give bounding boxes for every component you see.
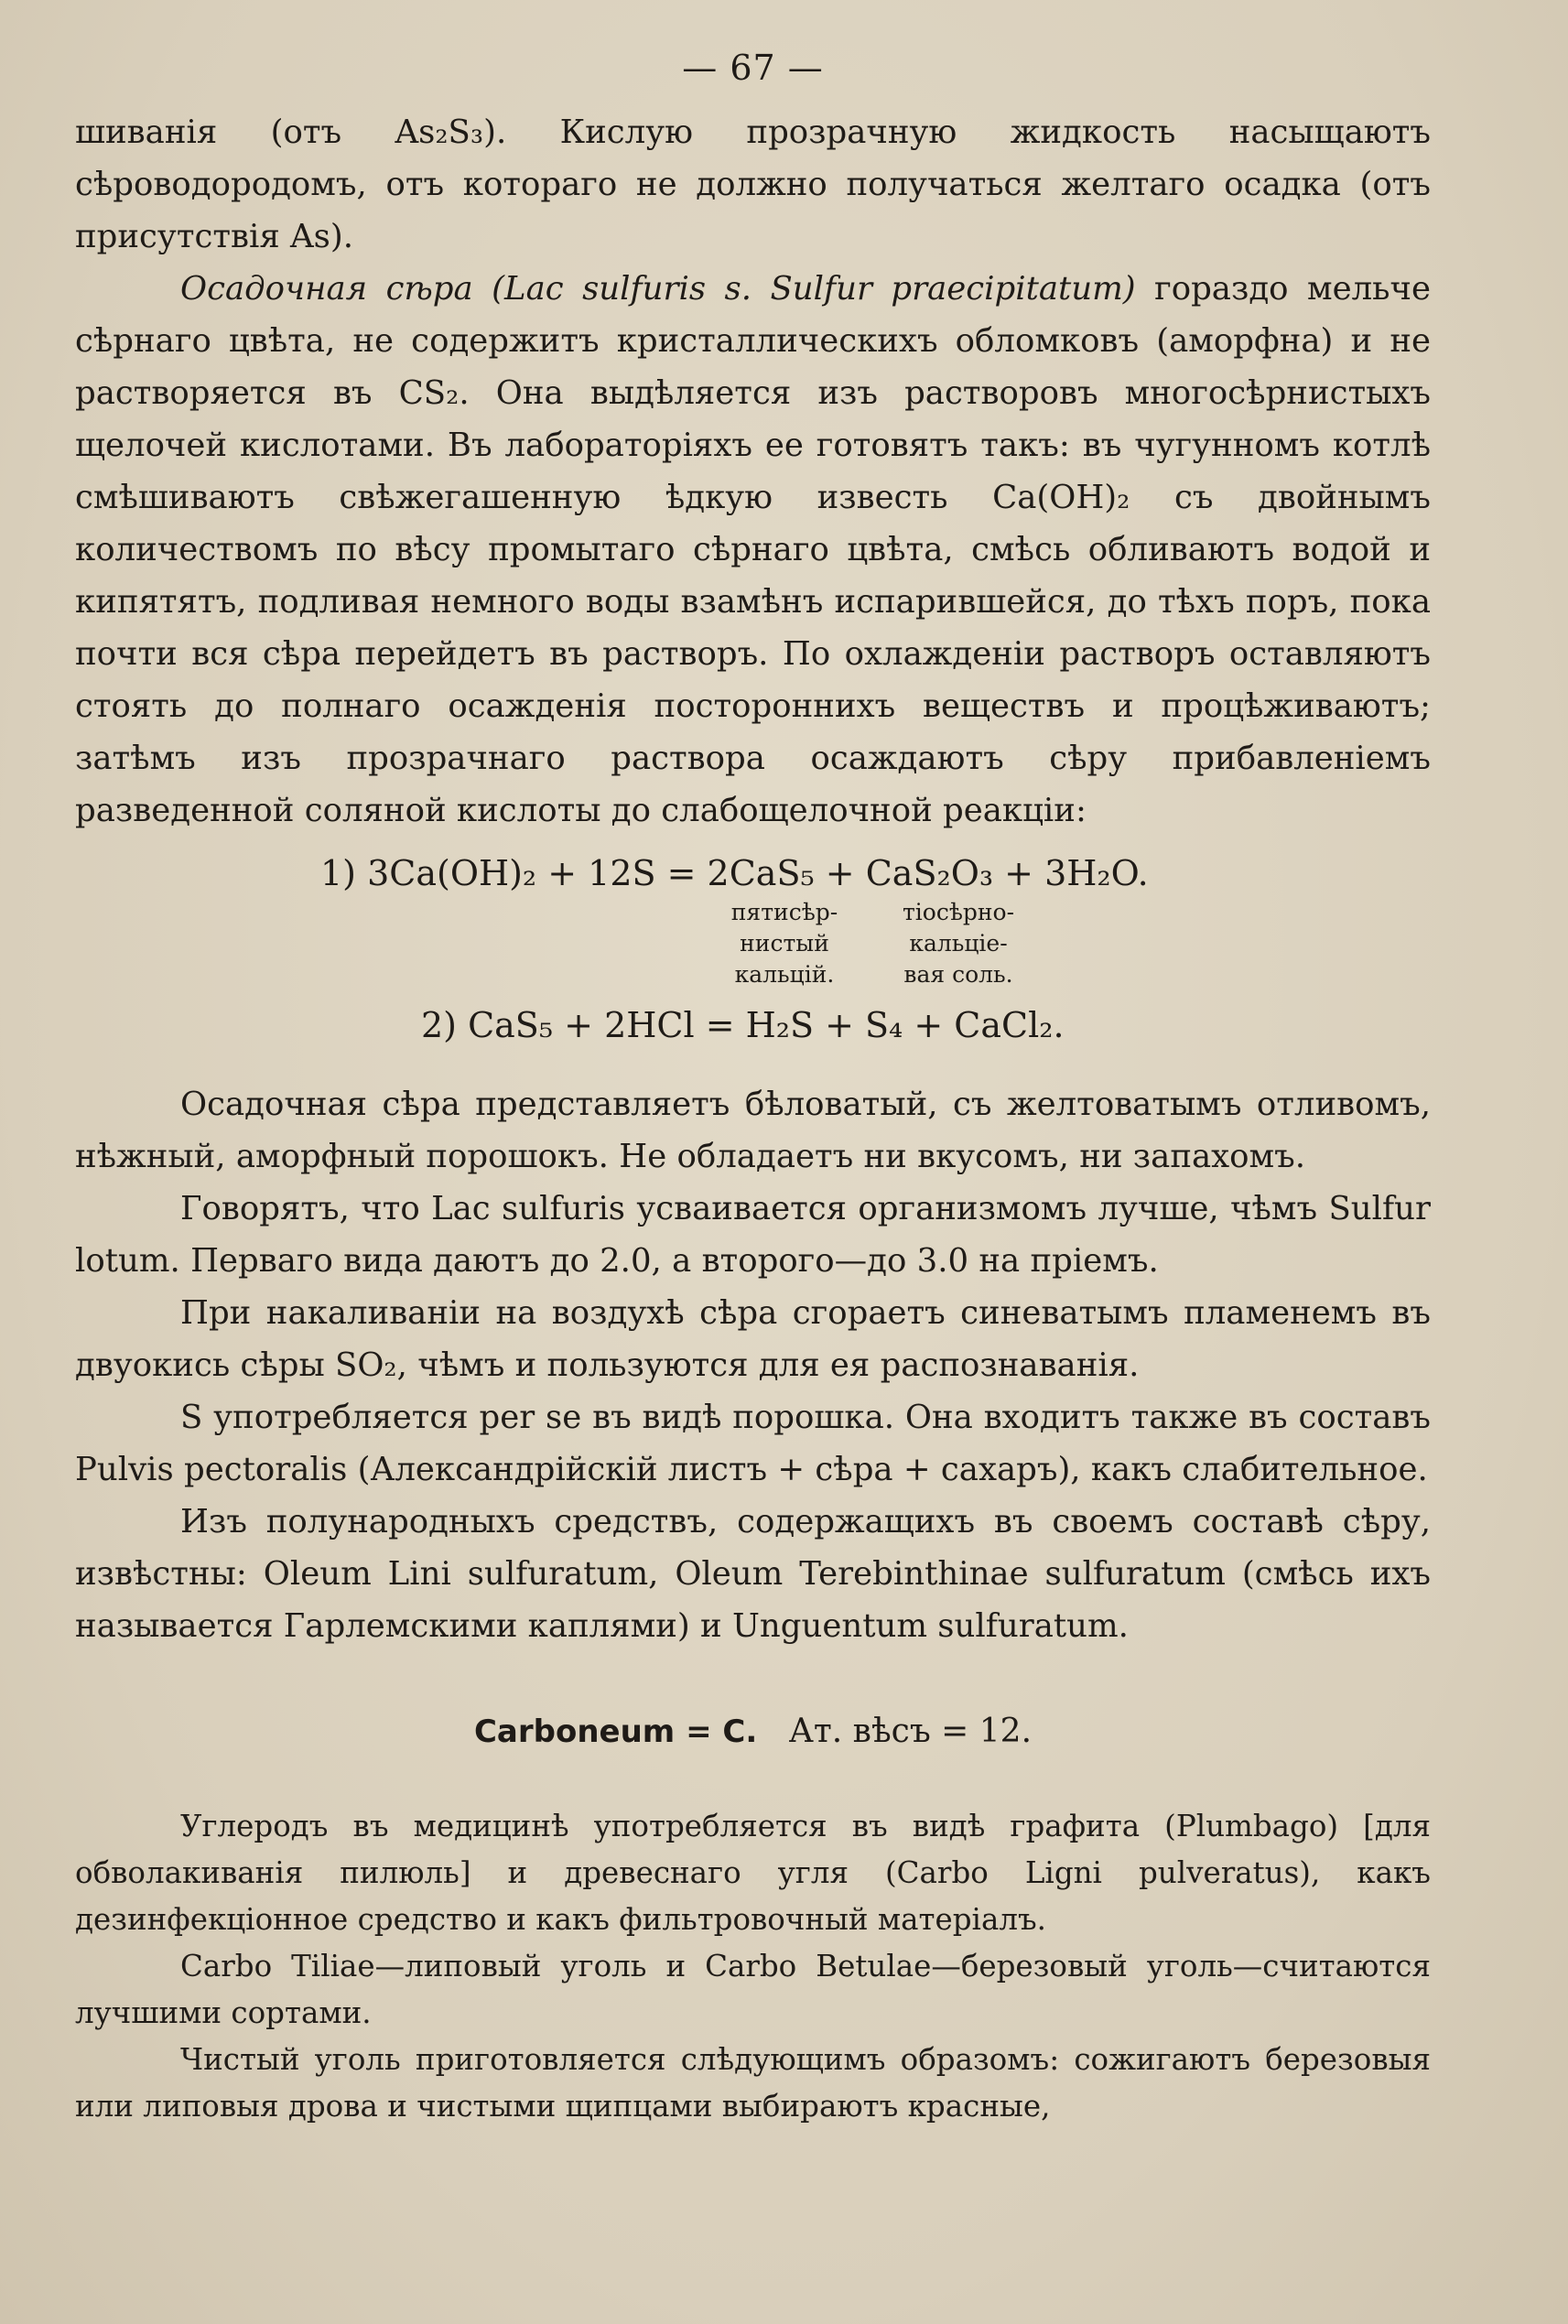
- heading-atomic-weight: Ат. вѣсъ = 12.: [788, 1713, 1033, 1750]
- paragraph-dosage: Говорятъ, что Lac sulfuris усваивается организмомъ лучше, чѣмъ Sulfur lotum. Перваго вида даютъ до 2.0, а второго—до 3.0 на пріемъ.: [75, 1190, 1431, 1280]
- paragraph-usage: S употребляется per se въ видѣ порошка. Она входитъ также въ составъ Pulvis pectoralis (Александрійскій листъ + сѣра + сахаръ), какъ слабительное.: [75, 1399, 1431, 1488]
- equation-1: 1) 3Ca(OH)₂ + 12S = 2CaS₅ + CaS₂O₃ + 3H₂O.: [320, 853, 1149, 893]
- section-heading: [75, 1713, 1431, 1750]
- paragraph-text: гораздо мельче сѣрнаго цвѣта, не содержитъ кристаллическихъ обломковъ (аморфна) и не растворяется въ CS₂. Она выдѣляется изъ растворовъ многосѣрнистыхъ щелочей кислотами. Въ лабораторіяхъ ее готовятъ такъ: въ чугунномъ котлѣ смѣшиваютъ свѣжегашенную ѣдкую известь Ca(OH)₂ съ двойнымъ количествомъ по вѣсу промытаго сѣрнаго цвѣта, смѣсь обливаютъ водой и кипятятъ, подливая немного воды взамѣнъ испарившейся, до тѣхъ поръ, пока почти вся сѣра перейдетъ въ растворъ. По охлажденіи растворъ оставляютъ стоять до полнаго осажденія постороннихъ веществъ и процѣживаютъ; затѣмъ изъ прозрачнаго раствора осаждаютъ сѣру прибавленіемъ разведенной соляной кислоты до слабощелочной реакціи:: [75, 270, 1431, 829]
- heading-element: Carboneum = C.: [473, 1713, 758, 1750]
- section-body: [75, 1803, 1431, 2130]
- paragraph-continuation: шиванія (отъ As₂S₃). Кислую прозрачную жидкость насыщаютъ сѣроводородомъ, отъ котораго не должно получаться желтаго осадка (отъ присутствія As).: [75, 113, 1431, 255]
- equation-2: 2) CaS₅ + 2HCl = H₂S + S₄ + CaCl₂.: [421, 1005, 1065, 1045]
- paragraph-folk-remedies: Изъ полународныхъ средствъ, содержащихъ въ своемъ составѣ сѣру, извѣстны: Oleum Lini sulfuratum, Oleum Terebinthinae sulfuratum (смѣсь ихъ называется Гарлемскими каплями) и Unguentum sulfuratum.: [75, 1503, 1431, 1645]
- label-pentasulfide: пятисѣр- нистый кальцій.: [730, 899, 838, 988]
- paragraph-combustion: При накаливаніи на воздухѣ сѣра сгораетъ синеватымъ пламенемъ въ двуокись сѣры SO₂, чѣмъ и пользуются для ея распознаванія.: [75, 1294, 1431, 1384]
- paragraph-carbon-uses: Углеродъ въ медицинѣ употребляется въ видѣ графита (Plumbago) [для обволакиванія пилюль] и древеснаго угля (Carbo Ligni pulveratus), какъ дезинфекціонное средство и какъ фильтровочный матеріалъ.: [75, 1809, 1431, 1937]
- paragraph-description: Осадочная сѣра представляетъ бѣловатый, съ желтоватымъ отливомъ, нѣжный, аморфный порошокъ. Не обладаетъ ни вкусомъ, ни запахомъ.: [75, 1086, 1431, 1175]
- paragraph-carbon-preparation: Чистый уголь приготовляется слѣдующимъ образомъ: сожигаютъ березовыя или липовыя дрова и чистыми щипцами выбираютъ красные,: [75, 2042, 1431, 2124]
- term-italic: Осадочная сѣра (Lac sulfuris s. Sulfur praecipitatum): [180, 270, 1136, 308]
- paragraph-lac-sulfuris: [75, 263, 1431, 837]
- label-thiosulfate: тіосѣрно- кальціе- вая соль.: [902, 899, 1015, 988]
- paragraph-carbon-sorts: Carbo Tiliae—липовый уголь и Carbo Betulae—березовый уголь—считаются лучшими сортами.: [75, 1949, 1431, 2030]
- page-number: — 67 —: [682, 48, 824, 88]
- equation-1-labels: [75, 897, 1431, 996]
